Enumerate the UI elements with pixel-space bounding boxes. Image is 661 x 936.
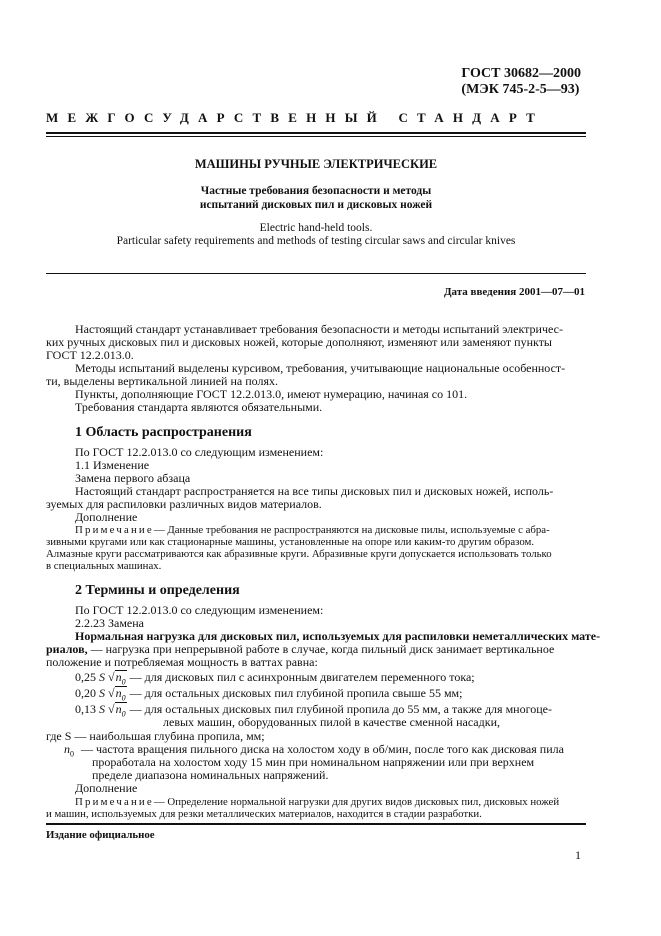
section-1-note-line: зивными кругами или как стационарные машины, установленные на опоре или каким-то другим образом. xyxy=(46,536,535,548)
intro-line: Пункты, дополняющие ГОСТ 12.2.013.0, имеют нумерацию, начиная со 101. xyxy=(75,387,468,401)
standard-code-iec: (МЭК 745-2-5—93) xyxy=(461,82,580,97)
section-2-heading: 2 Термины и определения xyxy=(75,583,240,598)
formula-line: 0,20 S $√n_0$ — для остальных дисковых пил глубиной пропила свыше 55 мм; xyxy=(75,686,462,705)
section-1-line: Замена первого абзаца xyxy=(75,471,191,485)
formula-continuation: левых машин, оборудованных пилой в качестве сменной насадки, xyxy=(163,715,500,729)
section-1-line: Дополнение xyxy=(75,510,138,524)
intro-line: ГОСТ 12.2.013.0. xyxy=(46,348,134,362)
standard-code xyxy=(461,66,581,98)
section-1-note-line: Алмазные круги рассматриваются как абразивные круги. Абразивные круги допускается использовать только xyxy=(46,548,552,560)
formula-coefficient: 0,13 xyxy=(75,702,96,716)
english-title xyxy=(46,222,586,248)
formula-line: 0,25 S $√n_0$ — для дисковых пил с асинхронным двигателем переменного тока; xyxy=(75,670,475,689)
formula-text: — для остальных дисковых пил глубиной пропила свыше 55 мм; xyxy=(126,686,463,700)
subtitle-line: Частные требования безопасности и методы xyxy=(200,185,432,197)
intro-line: ти, выделены вертикальной линией на полях. xyxy=(46,374,278,388)
definition-term-end: риалов, xyxy=(46,642,88,656)
n0-definition-line: проработала на холостом ходу 15 мин при номинальном напряжении или при верхнем xyxy=(92,755,535,769)
formula-line: 0,13 S $√n_0$ — для остальных дисковых пил глубиной пропила до 55 мм, а также для многоце- xyxy=(75,702,552,721)
section-2-line: 2.2.23 Замена xyxy=(75,616,145,630)
formula-text: — для дисковых пил с асинхронным двигателем переменного тока; xyxy=(126,670,475,684)
formula-text: — для остальных дисковых пил глубиной пропила до 55 мм, а также для многоце- xyxy=(126,702,552,716)
note-text: — Данные требования не распространяются на дисковые пилы, используемые с абра- xyxy=(153,524,550,536)
formula-coefficient: 0,20 xyxy=(75,686,96,700)
standard-kind: МЕЖГОСУДАРСТВЕННЫЙ СТАНДАРТ xyxy=(46,110,545,125)
intro-line: Настоящий стандарт устанавливает требования безопасности и методы испытаний электричес- xyxy=(75,322,563,336)
page-subtitle xyxy=(46,184,586,212)
footer-rule xyxy=(46,823,586,825)
section-1-line: По ГОСТ 12.2.013.0 со следующим изменением: xyxy=(75,445,324,459)
effective-date: Дата введения 2001—07—01 xyxy=(443,286,585,298)
sqrt-icon: $√n_0$ xyxy=(108,702,127,721)
note-label: Примечание xyxy=(75,524,154,536)
definition-term: Нормальная нагрузка для дисковых пил, используемых для распиловки неметаллических мате- xyxy=(75,629,601,643)
page-title: МАШИНЫ РУЧНЫЕ ЭЛЕКТРИЧЕСКИЕ xyxy=(194,157,438,171)
note-label: Примечание xyxy=(75,796,154,808)
n0-symbol: $n_0$ xyxy=(64,742,74,759)
addition-label: Дополнение xyxy=(75,781,138,795)
header-rule-thick xyxy=(46,132,586,134)
section-1-note xyxy=(75,524,550,537)
section-2-note xyxy=(75,796,559,809)
page-number: 1 xyxy=(575,848,581,862)
section-2-note-line: и машин, используемых для резки металлических материалов, находится в стадии разработки. xyxy=(46,808,482,820)
sqrt-icon: $√n_0$ xyxy=(108,670,127,689)
intro-line: Методы испытаний выделены курсивом, требования, учитывающие национальные особенност- xyxy=(75,361,566,375)
where-s: где S — наибольшая глубина пропила, мм; xyxy=(46,729,265,743)
definition-line: положение и потребляемая мощность в ваттах равна: xyxy=(46,655,318,669)
intro-line: ких ручных дисковых пил и дисковых ножей, которые дополняют, изменяют или заменяют пункты xyxy=(46,335,552,349)
subtitle-line: испытаний дисковых пил и дисковых ножей xyxy=(199,199,433,211)
intro-line: Требования стандарта являются обязательными. xyxy=(75,400,323,414)
section-1-heading: 1 Область распространения xyxy=(75,425,252,440)
n0-definition-line: — частота вращения пильного диска на холостом ходу в об/мин, после того как дисковая пила xyxy=(81,742,564,756)
edition-label: Издание официальное xyxy=(46,829,155,841)
formula-coefficient: 0,25 xyxy=(75,670,96,684)
header-rule-thin xyxy=(46,136,586,137)
sqrt-icon: $√n_0$ xyxy=(108,686,127,705)
n0-definition-line: пределе диапазона номинальных напряжений. xyxy=(92,768,329,782)
section-1-note-line: в специальных машинах. xyxy=(46,560,162,572)
section-1-line: 1.1 Изменение xyxy=(75,458,150,472)
date-rule xyxy=(46,273,586,274)
definition-text: — нагрузка при непрерывной работе в случае, когда пильный диск занимает вертикальное xyxy=(87,642,555,656)
section-1-line: Настоящий стандарт распространяется на все типы дисковых пил и дисковых ножей, исполь- xyxy=(75,484,554,498)
standard-code-gost: ГОСТ 30682—2000 xyxy=(461,66,581,81)
section-1-line: зуемых для распиловки различных видов материалов. xyxy=(46,497,322,511)
english-title-line: Electric hand-held tools. xyxy=(259,222,373,234)
note-text: — Определение нормальной нагрузки для других видов дисковых пил, дисковых ножей xyxy=(153,796,560,808)
english-title-line: Particular safety requirements and methods of testing circular saws and circular knives xyxy=(116,235,516,247)
section-2-line: По ГОСТ 12.2.013.0 со следующим изменением: xyxy=(75,603,324,617)
